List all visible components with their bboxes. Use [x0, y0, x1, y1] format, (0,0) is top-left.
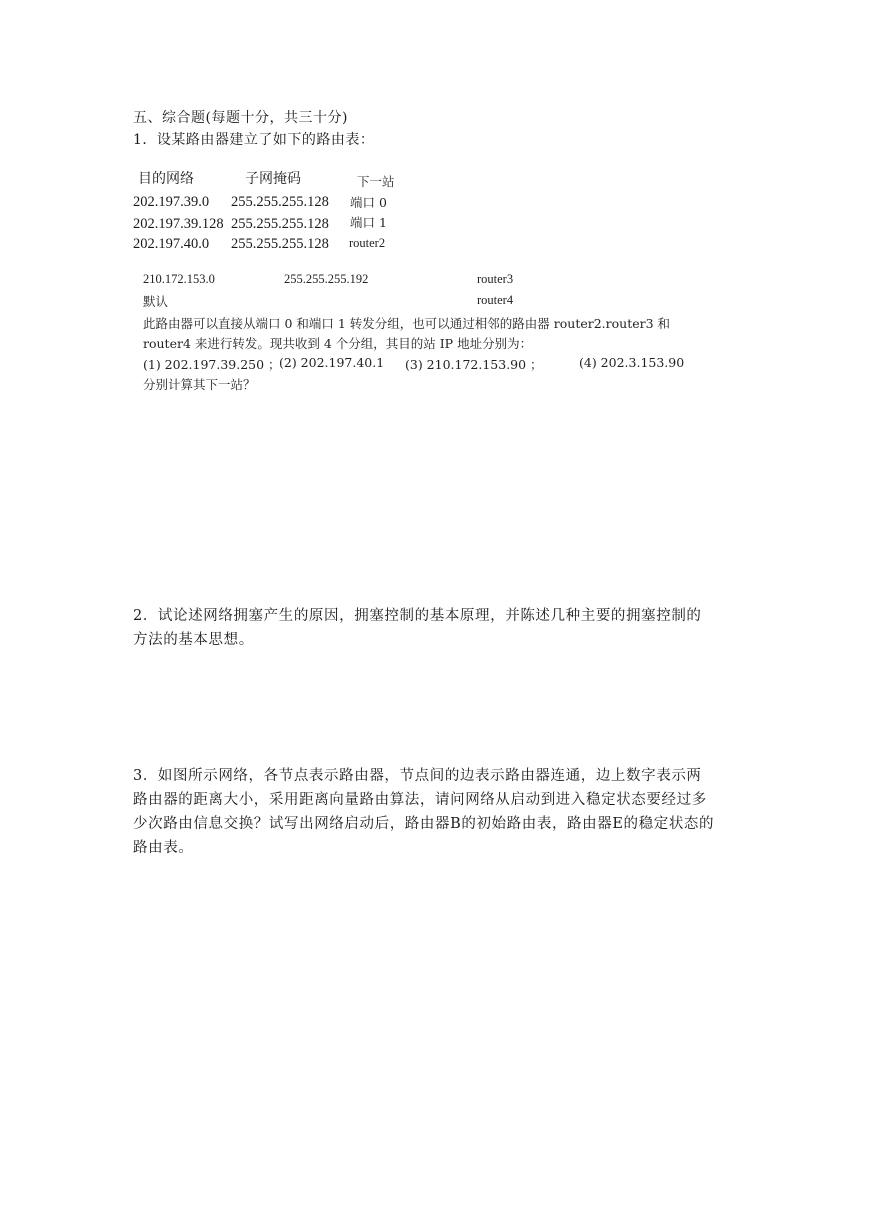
row-a3-net: 202.197.40.0 [133, 236, 210, 252]
q2-line-1: 2．试论述网络拥塞产生的原因，拥塞控制的基本原理，并陈述几种主要的拥塞控制的 [133, 608, 702, 624]
header-destination-network: 目的网络 [138, 171, 194, 187]
section-title: 五、综合题(每题十分，共三十分) [133, 110, 348, 126]
q3-line-2: 路由器的距离大小，采用距离向量路由算法，请问网络从启动到进入稳定状态要经过多 [133, 792, 707, 808]
row-a2-net: 202.197.39.128 [133, 216, 224, 232]
q3-line-4: 路由表。 [133, 840, 194, 856]
q3-line-1: 3．如图所示网络，各节点表示路由器，节点间的边表示路由器连通，边上数字表示两 [133, 768, 702, 784]
row-a3-hop: router2 [349, 236, 386, 250]
row-a2-hop: 端口 1 [350, 215, 387, 230]
q1-address-1: (1) 202.197.39.250 ； [143, 357, 281, 372]
q1-address-4: (4) 202.3.153.90 [579, 355, 685, 370]
row-b1-hop: router3 [477, 272, 514, 286]
row-b1-mask: 255.255.255.192 [284, 272, 369, 286]
row-b2-net: 默认 [143, 294, 169, 309]
header-subnet-mask: 子网掩码 [245, 171, 301, 187]
row-a3-mask: 255.255.255.128 [231, 236, 329, 252]
q1-paragraph-line-1: 此路由器可以直接从端口 0 和端口 1 转发分组，也可以通过相邻的路由器 router2.router3 和 [143, 316, 671, 331]
q1-paragraph-line-2: router4 来进行转发。现共收到 4 个分组，其目的站 IP 地址分别为： [143, 336, 533, 351]
row-b2-hop: router4 [477, 293, 514, 307]
q2-line-2: 方法的基本思想。 [133, 632, 254, 648]
q3-line-3: 少次路由信息交换？试写出网络启动后，路由器B的初始路由表，路由器E的稳定状态的 [133, 816, 715, 832]
header-next-hop: 下一站 [357, 174, 395, 189]
question-1-stem: 1．设某路由器建立了如下的路由表： [133, 132, 375, 148]
row-a1-hop: 端口 0 [350, 195, 387, 210]
q1-address-2: (2) 202.197.40.1 [279, 355, 385, 370]
row-b1-net: 210.172.153.0 [143, 272, 215, 286]
q1-ask: 分别计算其下一站？ [143, 377, 256, 392]
row-a1-net: 202.197.39.0 [133, 194, 210, 210]
row-a2-mask: 255.255.255.128 [231, 216, 329, 232]
row-a1-mask: 255.255.255.128 [231, 194, 329, 210]
q1-address-3: (3) 210.172.153.90 ； [405, 357, 543, 372]
